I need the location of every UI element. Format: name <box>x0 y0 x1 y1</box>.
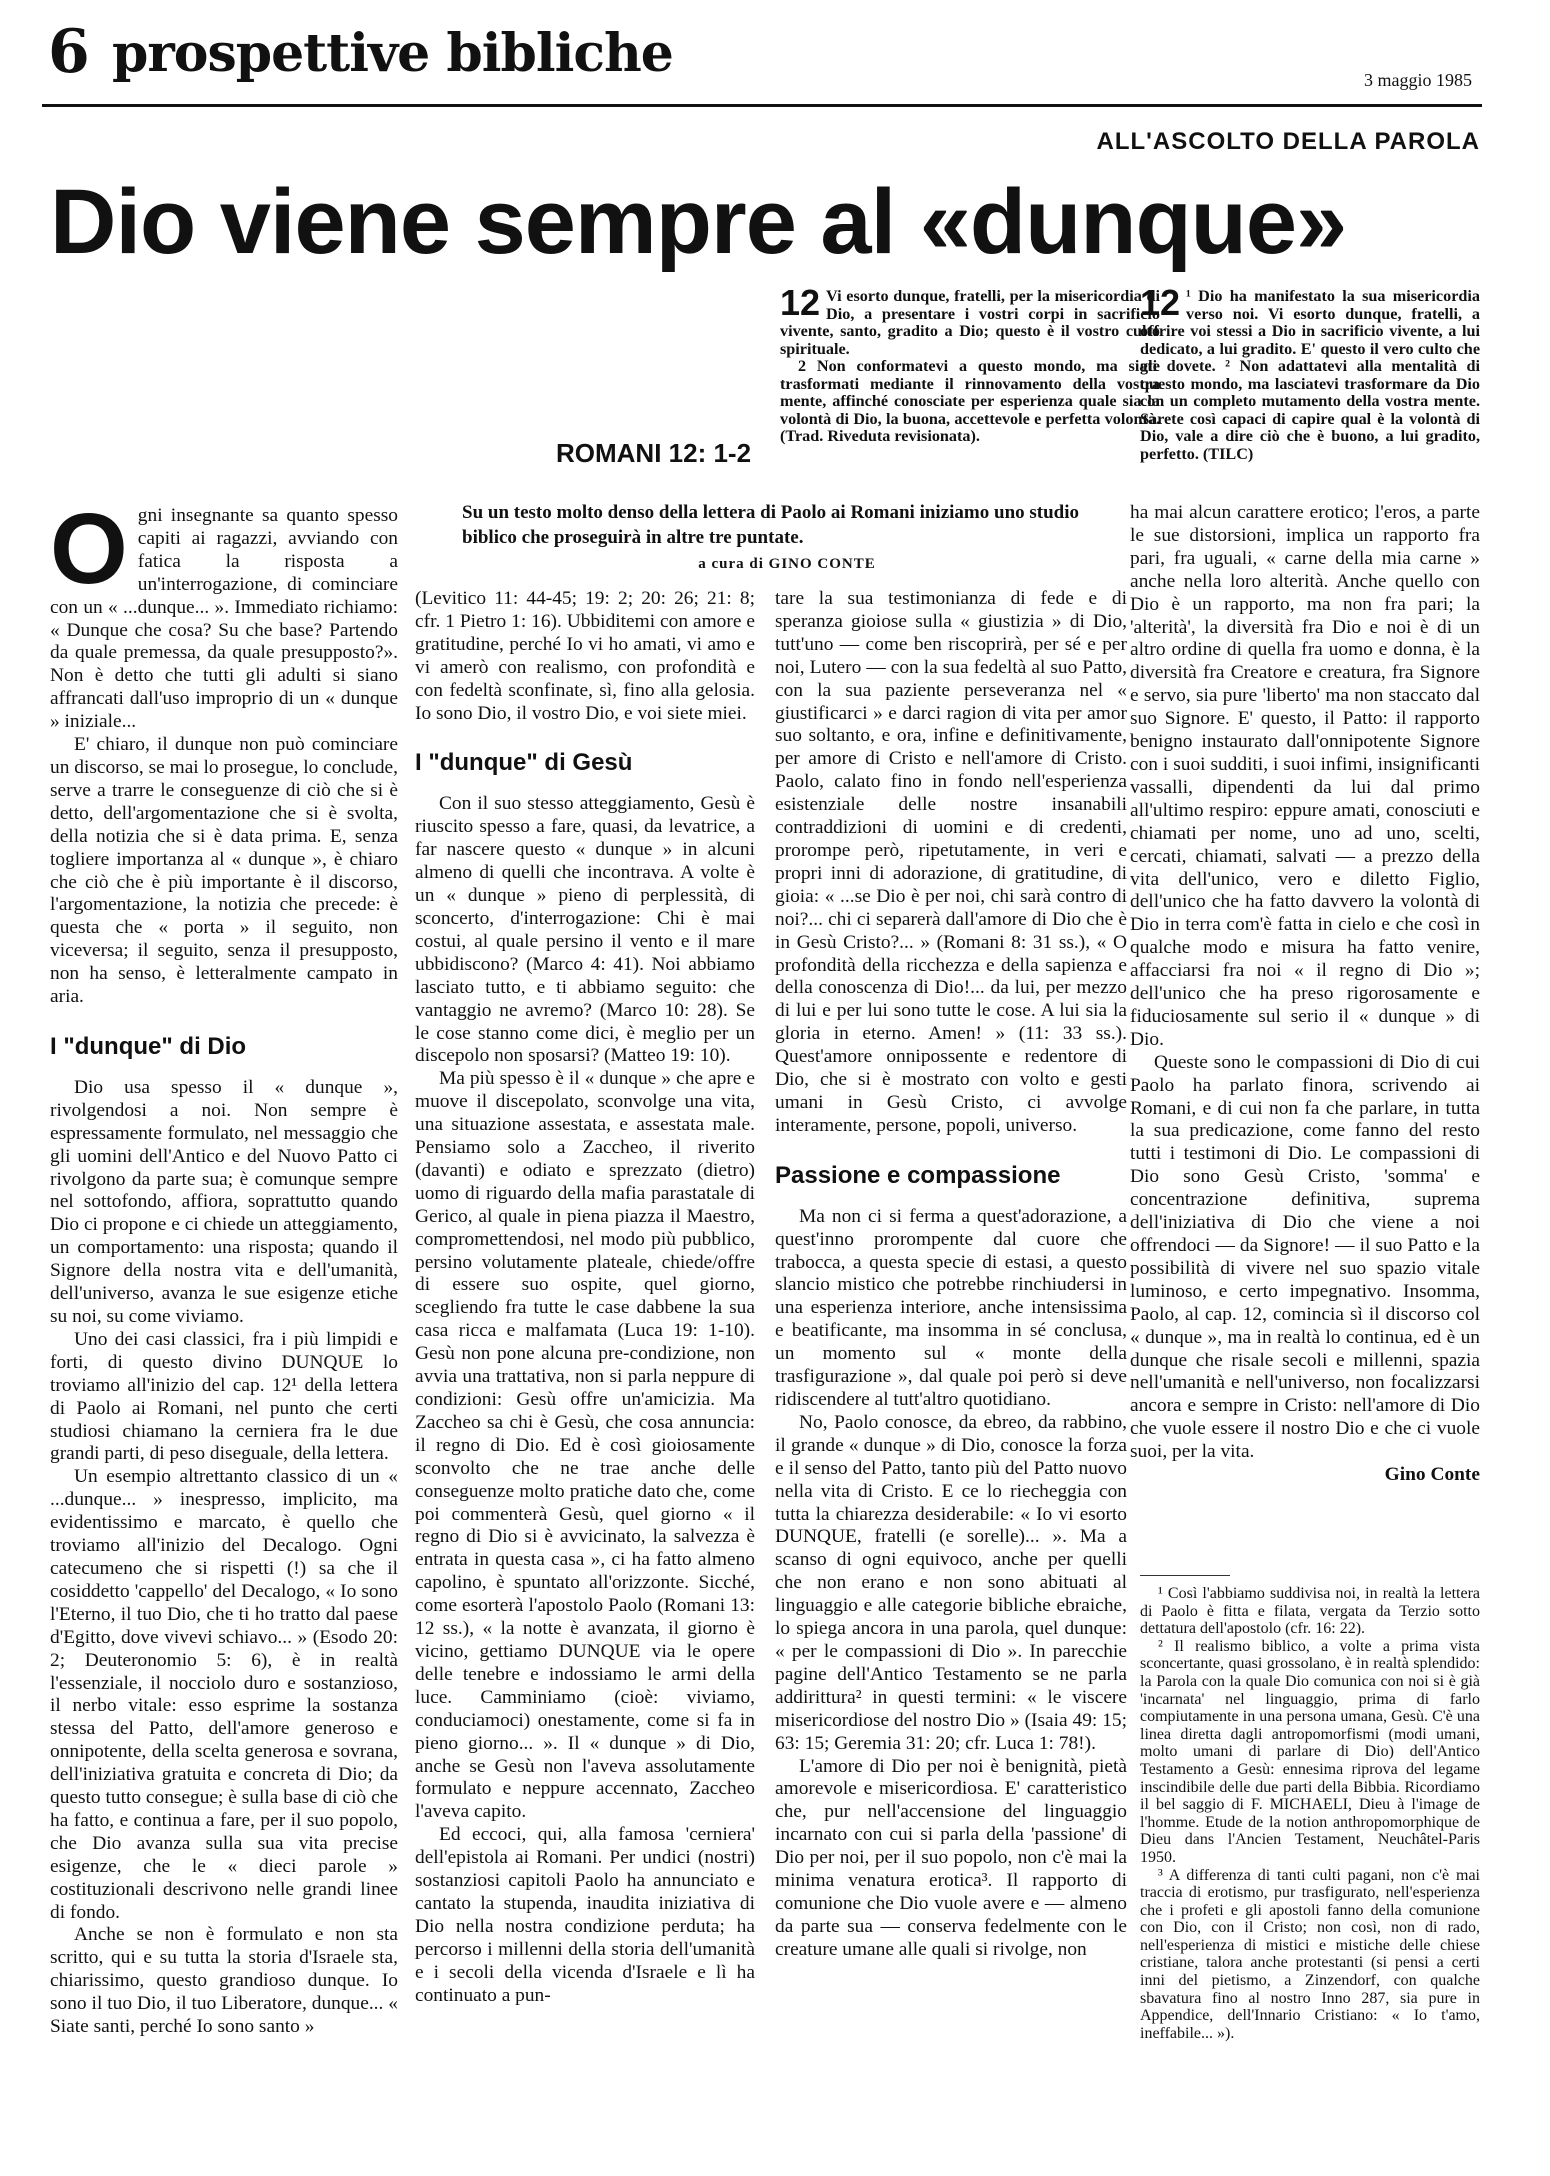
paragraph: Uno dei casi classici, fra i più limpidi e forti, di questo divino DUNQUE lo troviamo all'inizio del cap. 12¹ della lettera di Paolo ai Romani, nel punto che certi studiosi chiamano la cerniera fra le due grandi parti, di peso diseguale, della lettera. <box>50 1328 398 1465</box>
column-3 <box>775 588 1127 1962</box>
issue-date: 3 maggio 1985 <box>1364 70 1472 90</box>
paragraph: (Levitico 11: 44-45; 19: 2; 20: 26; 21: 8; cfr. 1 Pietro 1: 16). Ubbiditemi con amore e gratitudine, perché Io vi ho amati, vi amo e vi amerò con realismo, con profondità e con fedeltà sconfinate, sì, fino alla gelosia. Io sono Dio, il vostro Dio, e voi siete miei. <box>415 588 755 724</box>
tilc-text: ¹ Dio ha manifestato la sua misericordia verso noi. Vi esorto dunque, fratelli, a offrire voi stessi a Dio in sacrificio vivente, a lui dedicato, a lui gradito. E' questo il vero culto che gli dovete. ² Non adattatevi alla mentalità di questo mondo, ma lasciatevi trasformare da Dio con un completo mutamento della vostra mente. Sarete così capaci di capire qual è la volontà di Dio, vale a dire ciò che è buono, a lui gradito, perfetto. (TILC) <box>1140 287 1480 463</box>
subheading: I "dunque" di Gesù <box>415 749 633 777</box>
footnote-1: ¹ Così l'abbiamo suddivisa noi, in realtà la lettera di Paolo è fitta e filata, vergata da Terzio sotto dettatura dell'apostolo (cfr. 16: 22). <box>1140 1585 1480 1638</box>
byline: a cura di GINO CONTE <box>698 556 876 572</box>
paragraph: Con il suo stesso atteggiamento, Gesù è riuscito spesso a fare, quasi, da levatrice, a far nascere questo « dunque » in alcuni almeno di quelli che incontrava. A volte è un « dunque » pieno di perplessità, di sconcerto, d'interrogazione: Chi è mai costui, al quale persino il vento e il mare ubbidiscono? (Marco 4: 41). Noi abbiamo lasciato tutto, e ti abbiamo seguito: che vantaggio ne avremo? (Marco 10: 28). Se le cose stanno come dici, è meglio per un discepolo non sposarsi? (Matteo 19: 10). <box>415 793 755 1067</box>
paragraph: tare la sua testimonianza di fede e di speranza gioiose sulla « giustizia » di Dio, tutt'uno — come ben riscoprirà, per sé e per noi, Lutero — con la sua fedeltà al suo Patto, con la sua paziente perseveranza nel « giustificarci » e darci ragion di vita per amor suo soltanto, e ora, infine e definitivamente, per amore di Cristo e nell'amore di Cristo. Paolo, calato fino in fondo nell'esperienza esistenziale delle nostre insanabili contraddizioni di uomini e di credenti, prorompe però, ripetutamente, in veri e propri inni di adorazione, di gratitudine, di gioia: « ...se Dio è per noi, chi sarà contro di noi?... chi ci separerà dall'amore di Dio che è in Gesù Cristo?... » (Romani 8: 31 ss.), « O profondità della ricchezza e della sapienza e della conoscenza di Dio!... da lui, per mezzo di lui e per lui sono tutte le cose. A lui sia la gloria in eterno. Amen! » (11: 33 ss.). Quest'amore onnipossente e redentore di Dio, che si è mostrato con volto e gesti umani in Gesù Cristo, ci avvolge interamente, persone, popoli, universo. <box>775 588 1127 1136</box>
footnotes-rule <box>1140 1575 1230 1576</box>
section-title: prospettive bibliche <box>112 23 673 84</box>
paragraph: ha mai alcun carattere erotico; l'eros, a parte le sue distorsioni, implica un rapporto fra pari, fra uguali, « carne della mia carne » anche nella loro alterità. Anche quello con Dio è un rapporto, ma non fra pari; la 'alterità', la diversità fra Dio e noi è di un altro ordine di quella fra uomo e donna, è la diversità fra Creatore e creatura, fra Signore e servo, sia pure 'liberto' ma non staccato dal suo Signore. E' questo, il Patto: il rapporto benigno instaurato dall'onnipotente Signore con i suoi sudditi, i suoi infimi, insignificanti vassalli, dipendenti da lui dal primo all'ultimo respiro: eppure amati, conosciuti e chiamati per nome, uno ad uno, scelti, cercati, chiamati, salvati — a prezzo della vita dell'unico, vero e diletto Figlio, dell'unico che ha fatto davvero la volontà di Dio in terra com'è fatta in cielo e che così in qualche modo e misura ha fatto venire, affacciarsi fra noi « il regno di Dio »; dell'unico che ha preso rigorosamente e fiduciosamente sul serio il « dunque » di Dio. <box>1130 502 1480 1050</box>
subheading: Passione e compassione <box>775 1161 1061 1189</box>
bible-reference: ROMANI 12: 1-2 <box>556 438 752 468</box>
chapter-number: 12 <box>780 282 821 323</box>
paragraph: Un esempio altrettanto classico di un « ...dunque... » inespresso, implicito, ma evidentissimo e marcato, è quello che troviamo all'inizio del Decalogo. Ogni catecumeno che si rispetti (!) sa che il cosiddetto 'cappello' del Decalogo, « Io sono l'Eterno, il tuo Dio, che ti ho tratto dal paese d'Egitto, dove vivevi schiavo... » (Esodo 20: 2; Deuteronomio 5: 6), è in realtà l'essenziale, il nocciolo duro e sostanzioso, il nerbo vitale: esso esprime la sostanza stessa del Patto, dell'amore generoso e onnipotente, della scelta generosa e sovrana, dell'iniziativa gratuita e concreta di Dio; da questo tutto consegue; è sulla base di ciò che ha fatto, e continua a fare, per il suo popolo, che Dio avanza sulla sua vita precise esigenze, che le « dieci parole » costituzionali descrivono nelle grandi linee di fondo. <box>50 1466 398 1923</box>
footnote-3: ³ A differenza di tanti culti pagani, non c'è mai traccia di erotismo, pur trasfigurato, nell'esperienza che i profeti e gli apostoli fanno della comunione con Dio, con il Cristo; non così, non di rado, nell'esperienza di mistici e mistiche delle chiese cristiane, talora anche protestanti (si pensi a certi inni del pietismo, a Zinzendorf, con qualche sbavatura fino al nostro Inno 287, sia pure in Appendice, dell'Innario Cristiano: « Io t'amo, ineffabile... »). <box>1140 1866 1480 2042</box>
paragraph: Dio usa spesso il « dunque », rivolgendosi a noi. Non sempre è espressamente formulato, nel messaggio che gli uomini dell'Antico e del Nuovo Patto ci rivolgono da parte sua; è comunque sempre nel sottofondo, affiora, soprattutto quando Dio ci propone e ci chiede un atteggiamento, un comportamento: una risposta; quando il Signore della nostra vita e dell'umanità, dell'universo, avanza le sue esigenze etiche su noi, su come viviamo. <box>50 1076 398 1327</box>
bible-text-tilc <box>1140 282 1480 463</box>
column-4 <box>1130 502 1480 1487</box>
paragraph: Ma non ci si ferma a quest'adorazione, a quest'inno prorompente dal cuore che trabocca, a questa specie di estasi, a questo slancio mistico che potrebbe rinchiudersi in una esperienza interiore, anche intensissima e beatificante, ma insomma in sé conclusa, un momento sul « monte della trasfigurazione », dal quale poi però si deve ridiscendere al tutt'altro quotidiano. <box>775 1205 1127 1410</box>
subheading: I "dunque" di Dio <box>50 1032 247 1060</box>
paragraph: Ed eccoci, qui, alla famosa 'cerniera' dell'epistola ai Romani. Per undici (nostri) sostanziosi capitoli Paolo ha annunciato e cantato la stupenda, inaudita iniziativa di Dio nella nostra condizione perduta; ha percorso i millenni della storia dell'umanità e i secoli della vicenda d'Israele e lì ha continuato a pun- <box>415 1824 755 2006</box>
page-number: 6 <box>48 17 90 87</box>
chapter-number: 12 <box>1140 282 1181 323</box>
column-2 <box>415 588 755 2007</box>
intro-text: Su un testo molto denso della lettera di Paolo ai Romani iniziamo uno studio biblico che proseguirà in altre tre puntate. <box>462 502 1080 548</box>
drop-cap: O <box>50 493 128 605</box>
paragraph: Ma più spesso è il « dunque » che apre e muove il discepolato, sconvolge una vita, una situazione assestata, e assestata male. Pensiamo solo a Zaccheo, il riverito (davanti) e odiato e sprezzato (dietro) uomo di riguardo della mafia parastatale di Gerico, al quale in piena piazza il Maestro, compromettendosi, nel modo più pubblico, persino volutamente plateale, chiede/offre di essere suo ospite, quel giorno, scegliendo fra tutte le case dabbene la sua casa ricca e malfamata (Luca 19: 1-10). Gesù non pone alcuna pre-condizione, non avvia una trattativa, non si parla neppure di condizioni: Gesù offre un'amicizia. Ma Zaccheo sa chi è Gesù, che cosa annuncia: il regno di Dio. Ed è così gioiosamente sconvolto che ne trae anche delle conseguenze molto pratiche dato che, come poi commenterà Gesù, quel giorno « il regno di Dio si è avvicinato, la salvezza è entrata in questa casa », ci ha fatto almeno capolino, è spuntato all'orizzonte. Sicché, come esorterà l'apostolo Paolo (Romani 13: 12 ss.), « la notte è avanzata, il giorno è vicino, gettiamo DUNQUE via le opere delle tenebre e indossiamo le armi della luce. Camminiamo (cioè: viviamo, conduciamoci) onestamente, come si fa in pieno giorno... ». Il « dunque » di Dio, anche se Gesù non l'aveva assolutamente formulato e neppure accennato, Zaccheo l'aveva capito. <box>415 1068 755 1823</box>
headline: Dio viene sempre al «dunque» <box>50 171 1347 273</box>
paragraph: gni insegnante sa quanto spesso capiti ai ragazzi, avviando con fatica la risposta a un'interrogazione, di cominciare con un « ...dunque... ». Immediato richiamo: « Dunque che cosa? Su che base? Partendo da quale premessa, da quale presupposto?». Non è detto che tutti gli adulti si siano affrancati dall'uso improprio di un « dunque » iniziale... <box>50 505 398 733</box>
column-1 <box>50 493 398 2039</box>
verse-2: 2 Non conformatevi a questo mondo, ma siate trasformati mediante il rinnovamento della vostra mente, affinché conosciate per esperienza quale sia la volontà di Dio, la buona, accettevole e perfetta volontà. (Trad. Riveduta revisionata). <box>780 357 1160 445</box>
footnote-2: ² Il realismo biblico, a volte a prima vista sconcertante, quasi grossolano, è in realtà splendido: la Parola con la quale Dio comunica con noi si è già 'incarnata' nel linguaggio, prima di farlo compiutamente in una persona umana, Gesù. C'è una linea diretta dagli antropomorfismi (modi umani, molto umani di parlare di Dio) dell'Antico Testamento a Gesù: ennesima riprova del legame inscindibile delle due parti della Bibbia. Ricordiamo il bel saggio di F. MICHAELI, Dieu à l'image de l'homme. Etude de la notion anthropomorphique de Dieu dans l'Ancien Testament, Neuchâtel-Paris 1950. <box>1140 1637 1480 1866</box>
footnotes <box>1140 1585 1480 2042</box>
paragraph: Queste sono le compassioni di Dio di cui Paolo ha parlato finora, scrivendo ai Romani, e di cui non fa che parlare, in tutta la sua predicazione, come fanno del resto tutti i testimoni di Dio. Le compassioni di Dio sono Gesù Cristo, 'somma' e concentrazione definitiva, suprema dell'iniziativa di Dio che viene a noi offrendoci — da Signore! — il suo Patto e la possibilità di vivere nel suo spazio vitale luminoso, e certo impegnativo. Insomma, Paolo, al cap. 12, comincia sì il discorso col « dunque », ma in realtà lo continua, ed è un dunque che risale secoli e millenni, spazia nell'umanità e nell'universo, non focalizzarsi ancora e sempre in Cristo: nell'amore di Dio che vuole essere il nostro Dio e che ci vuole suoi, per la vita. <box>1130 1051 1480 1463</box>
verse-1: Vi esorto dunque, fratelli, per la misericordia di Dio, a presentare i vostri corpi in sacrificio vivente, santo, gradito a Dio; questo è il vostro culto spirituale. <box>780 287 1160 358</box>
author-signature: Gino Conte <box>1384 1464 1480 1486</box>
bible-text-revised <box>780 282 1160 446</box>
paragraph: Anche se non è formulato e non sta scritto, qui e su tutta la storia d'Israele sta, chiarissimo, questo grandioso dunque. Io sono il tuo Dio, il tuo Liberatore, dunque... « Siate santi, perché Io sono santo » <box>50 1924 398 2038</box>
kicker: ALL'ASCOLTO DELLA PAROLA <box>1096 128 1480 155</box>
paragraph: No, Paolo conosce, da ebreo, da rabbino, il grande « dunque » di Dio, conosce la forza e il senso del Patto, tanto più del Patto nuovo nella vita di Cristo. E ce lo riecheggia con tutta la chiarezza desiderabile: « Io vi esorto DUNQUE, fratelli (e sorelle)... ». Ma a scanso di ogni equivoco, anche per quelli che non erano e non sono abituati al linguaggio e alle categorie bibliche ebraiche, lo spiega ancora in una parola, quel dunque: « per le compassioni di Dio ». In parecchie pagine dell'Antico Testamento se ne parla addirittura² in questi termini: « le viscere misericordiose del nostro Dio » (Isaia 49: 15; 63: 15; Geremia 31: 20; cfr. Luca 1: 78!). <box>775 1411 1127 1754</box>
masthead-rule <box>42 104 1482 107</box>
paragraph: L'amore di Dio per noi è benignità, pietà amorevole e misericordiosa. E' caratteristico che, pur nell'accensione del linguaggio incarnato con cui si parla della 'passione' di Dio per noi, per il suo popolo, non c'è mai la minima venatura erotica³. Il rapporto di comunione che Dio vuole avere e — almeno da parte sua — conserva fedelmente con le creature umane alle quali si rivolge, non <box>775 1755 1127 1960</box>
paragraph: E' chiaro, il dunque non può cominciare un discorso, se mai lo prosegue, lo conclude, serve a trarre le conseguenze di ciò che si è detto, dell'argomentazione che si è svolta, della notizia che si è data prima. E, senza togliere importanza al « dunque », è chiaro che ciò che è più importante è il discorso, l'argomentazione, la notizia che precede: è questa che « porta » il seguito, non viceversa; il seguito, senza il presupposto, non ha senso, è letteralmente campato in aria. <box>50 734 398 1008</box>
